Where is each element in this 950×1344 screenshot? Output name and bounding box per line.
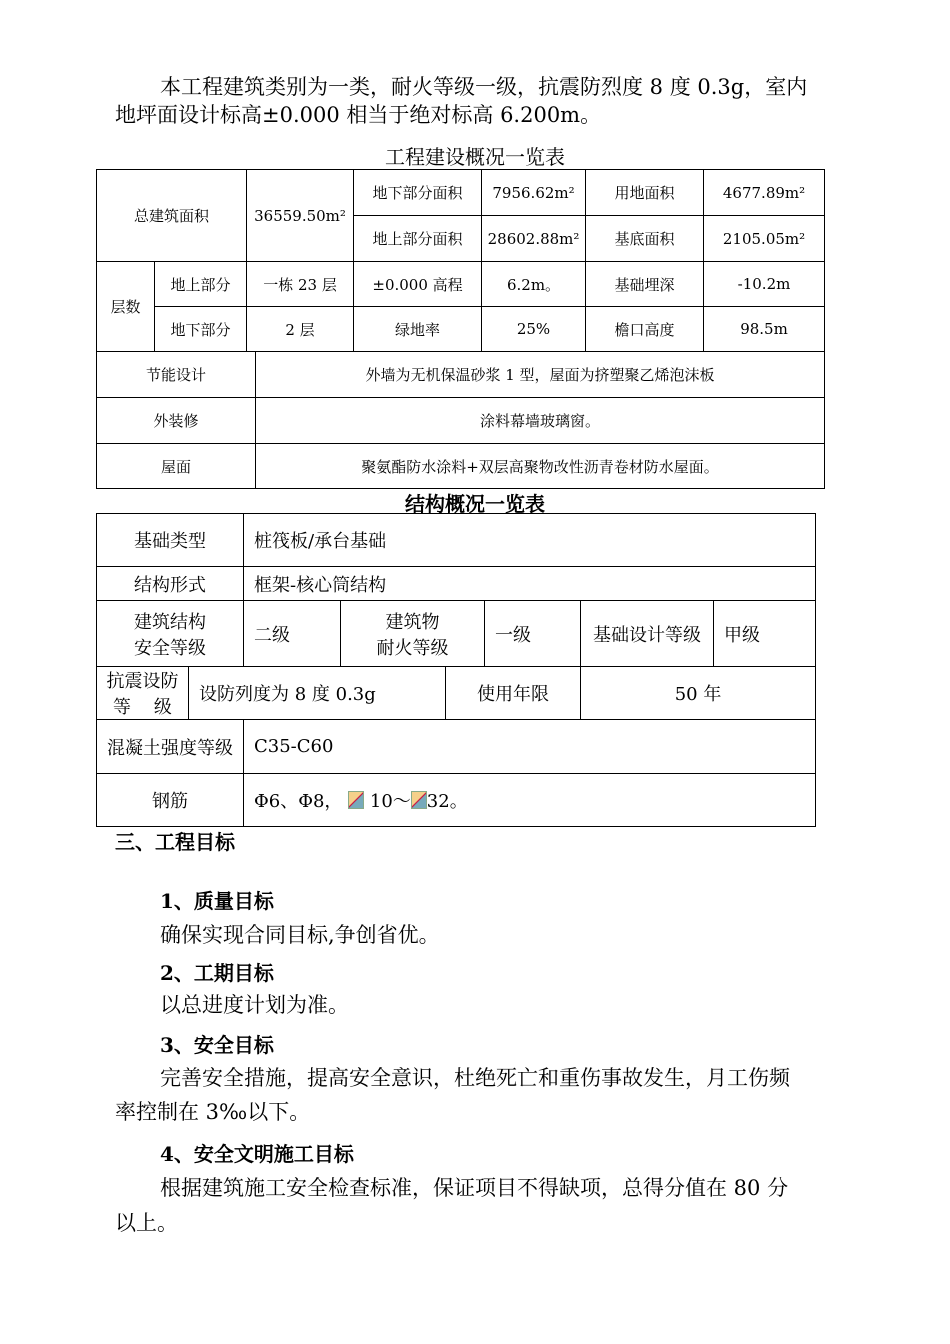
fire-value: 一级 <box>485 601 581 667</box>
design-grade-value: 甲级 <box>714 601 816 667</box>
civilized-title: 4、安全文明施工目标 <box>160 1142 354 1166</box>
elevation-value: 6.2m。 <box>482 262 586 307</box>
civilized-line-2: 以上。 <box>115 1211 178 1235</box>
below-label: 地下部分 <box>155 307 247 352</box>
safety-grade-label <box>97 601 244 667</box>
base-area-label: 基底面积 <box>586 216 704 262</box>
rebar-text-1: Φ6、Φ8， <box>254 791 343 812</box>
concrete-label: 混凝土强度等级 <box>97 720 244 774</box>
intro-line-2: 地坪面设计标高±0.000 相当于绝对标高 6.200m。 <box>115 103 602 127</box>
above-label: 地上部分 <box>155 262 247 307</box>
facade-value: 涂料幕墙玻璃窗。 <box>256 398 825 444</box>
above-value: 一栋 23 层 <box>247 262 354 307</box>
energy-label: 节能设计 <box>97 352 256 398</box>
base-area-value: 2105.05m² <box>704 216 825 262</box>
foundation-value: 桩筏板/承台基础 <box>244 514 816 567</box>
fire-label-line-2: 耐火等级 <box>376 637 449 659</box>
rebar-text-3: 32。 <box>426 791 468 812</box>
structure-value: 框架-核心筒结构 <box>244 567 816 601</box>
roof-label: 屋面 <box>97 444 256 489</box>
seismic-label <box>97 667 189 720</box>
seismic-label-line-2: 等 级 <box>113 697 172 718</box>
service-life-label: 使用年限 <box>446 667 581 720</box>
safety-line-1: 完善安全措施，提高安全意识，杜绝死亡和重伤事故发生，月工伤频 <box>160 1066 790 1090</box>
schedule-text: 以总进度计划为准。 <box>160 993 349 1017</box>
eave-label: 檐口高度 <box>586 307 704 352</box>
underground-area-value: 7956.62m² <box>482 170 586 216</box>
structure-label: 结构形式 <box>97 567 244 601</box>
safety-label-line-2: 安全等级 <box>134 637 206 659</box>
energy-value: 外墙为无机保温砂浆 1 型，屋面为挤塑聚乙烯泡沫板 <box>256 352 825 398</box>
elevation-label: ±0.000 高程 <box>354 262 482 307</box>
seismic-label-line-1: 抗震设防 <box>106 671 179 692</box>
foundation-label: 基础类型 <box>97 514 244 567</box>
land-area-label: 用地面积 <box>586 170 704 216</box>
quality-text: 确保实现合同目标,争创省优。 <box>160 923 440 947</box>
civilized-line-1: 根据建筑施工安全检查标准，保证项目不得缺项，总得分值在 80 分 <box>160 1176 789 1200</box>
design-grade-label: 基础设计等级 <box>581 601 714 667</box>
intro-line-1: 本工程建筑类别为一类，耐火等级一级，抗震防烈度 8 度 0.3g，室内 <box>160 75 808 99</box>
section-heading: 三、工程目标 <box>115 830 235 854</box>
rebar-value <box>244 774 816 827</box>
depth-label: 基础埋深 <box>586 262 704 307</box>
facade-label: 外装修 <box>97 398 256 444</box>
project-overview-table <box>96 169 825 489</box>
rebar-text-2: 10～ <box>369 791 411 812</box>
fire-grade-label <box>341 601 485 667</box>
total-area-label: 总建筑面积 <box>97 170 247 262</box>
roof-value: 聚氨酯防水涂料+双层高聚物改性沥青卷材防水屋面。 <box>256 444 825 489</box>
safety-value: 二级 <box>244 601 341 667</box>
green-label: 绿地率 <box>354 307 482 352</box>
land-area-value: 4677.89m² <box>704 170 825 216</box>
total-area-value: 36559.50m² <box>247 170 354 262</box>
depth-value: -10.2m <box>704 262 825 307</box>
schedule-title: 2、工期目标 <box>160 961 274 985</box>
underground-area-label: 地下部分面积 <box>354 170 482 216</box>
concrete-value: C35-C60 <box>244 720 816 774</box>
safety-title: 3、安全目标 <box>160 1033 274 1057</box>
green-value: 25% <box>482 307 586 352</box>
rebar-label: 钢筋 <box>97 774 244 827</box>
table2-caption: 结构概况一览表 <box>405 492 545 516</box>
table1-caption: 工程建设概况一览表 <box>385 145 565 169</box>
quality-title: 1、质量目标 <box>160 889 274 913</box>
safety-line-2: 率控制在 3‰以下。 <box>115 1100 311 1124</box>
rebar-symbol-icon <box>348 791 364 809</box>
safety-label-line-1: 建筑结构 <box>134 611 206 633</box>
structure-overview-table <box>96 513 816 827</box>
eave-value: 98.5m <box>704 307 825 352</box>
fire-label-line-1: 建筑物 <box>385 611 440 633</box>
floors-label: 层数 <box>97 262 155 352</box>
seismic-value: 设防列度为 8 度 0.3g <box>189 667 446 720</box>
below-value: 2 层 <box>247 307 354 352</box>
aboveground-area-value: 28602.88m² <box>482 216 586 262</box>
rebar-symbol-icon <box>411 791 427 809</box>
service-life-value: 50 年 <box>581 667 816 720</box>
aboveground-area-label: 地上部分面积 <box>354 216 482 262</box>
